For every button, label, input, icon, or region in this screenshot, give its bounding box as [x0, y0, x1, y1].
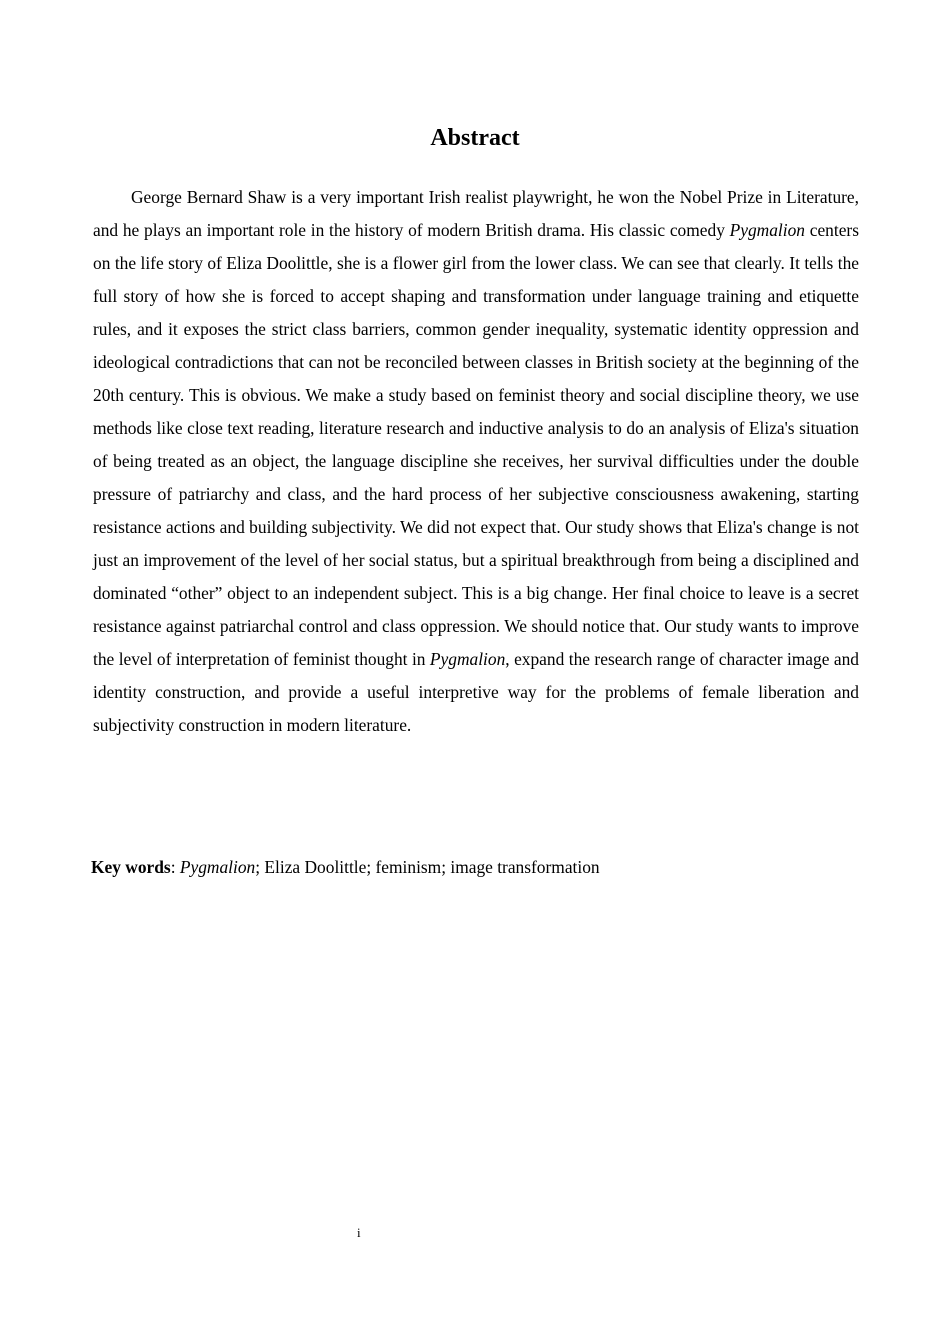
abstract-paragraph	[93, 181, 859, 742]
work-title-italic: Pygmalion	[429, 649, 506, 669]
abstract-text-part-1: George Bernard Shaw is a very important Irish realist playwright, he won the Nobel Prize in Literature, and he plays an important role in the history of modern British drama. His classic comedy	[93, 187, 859, 240]
keyword-italic: Pygmalion	[179, 857, 256, 877]
page-number: i	[357, 1225, 361, 1240]
keywords-line	[91, 852, 871, 882]
keywords-label: Key words	[91, 857, 171, 877]
abstract-text-part-3: , expand the research range of character image and identity construction, and provide a useful interpretive way for the problems of female liberation and subjectivity construction in modern literature.	[93, 649, 859, 735]
abstract-text-part-2: centers on the life story of Eliza Doolittle, she is a flower girl from the lower class. We can see that clearly. It tells the full story of how she is forced to accept shaping and transformation under language training and etiquette rules, and it exposes the strict class barriers, common gender inequality, systematic identity oppression and ideological contradictions that can not be reconciled between classes in British society at the beginning of the 20th century. This is obvious. We make a study based on feminist theory and social discipline theory, we use methods like close text reading, literature research and inductive analysis to do an analysis of Eliza's situation of being treated as an object, the language discipline she receives, her survival difficulties under the double pressure of patriarchy and class, and the hard process of her subjective consciousness awakening, starting resistance actions and building subjectivity. We did not expect that. Our study shows that Eliza's change is not just an improvement of the level of her social status, but a spiritual breakthrough from being a disciplined and dominated “other” object to an independent subject. This is a big change. Her final choice to leave is a secret resistance against patriarchal control and class oppression. We should notice that. Our study wants to improve the level of interpretation of feminist thought in	[93, 220, 859, 669]
work-title-italic: Pygmalion	[729, 220, 805, 240]
abstract-title: Abstract	[430, 125, 520, 151]
keywords-separator: :	[170, 857, 180, 877]
keywords-rest: ; Eliza Doolittle; feminism; image transformation	[255, 857, 600, 877]
